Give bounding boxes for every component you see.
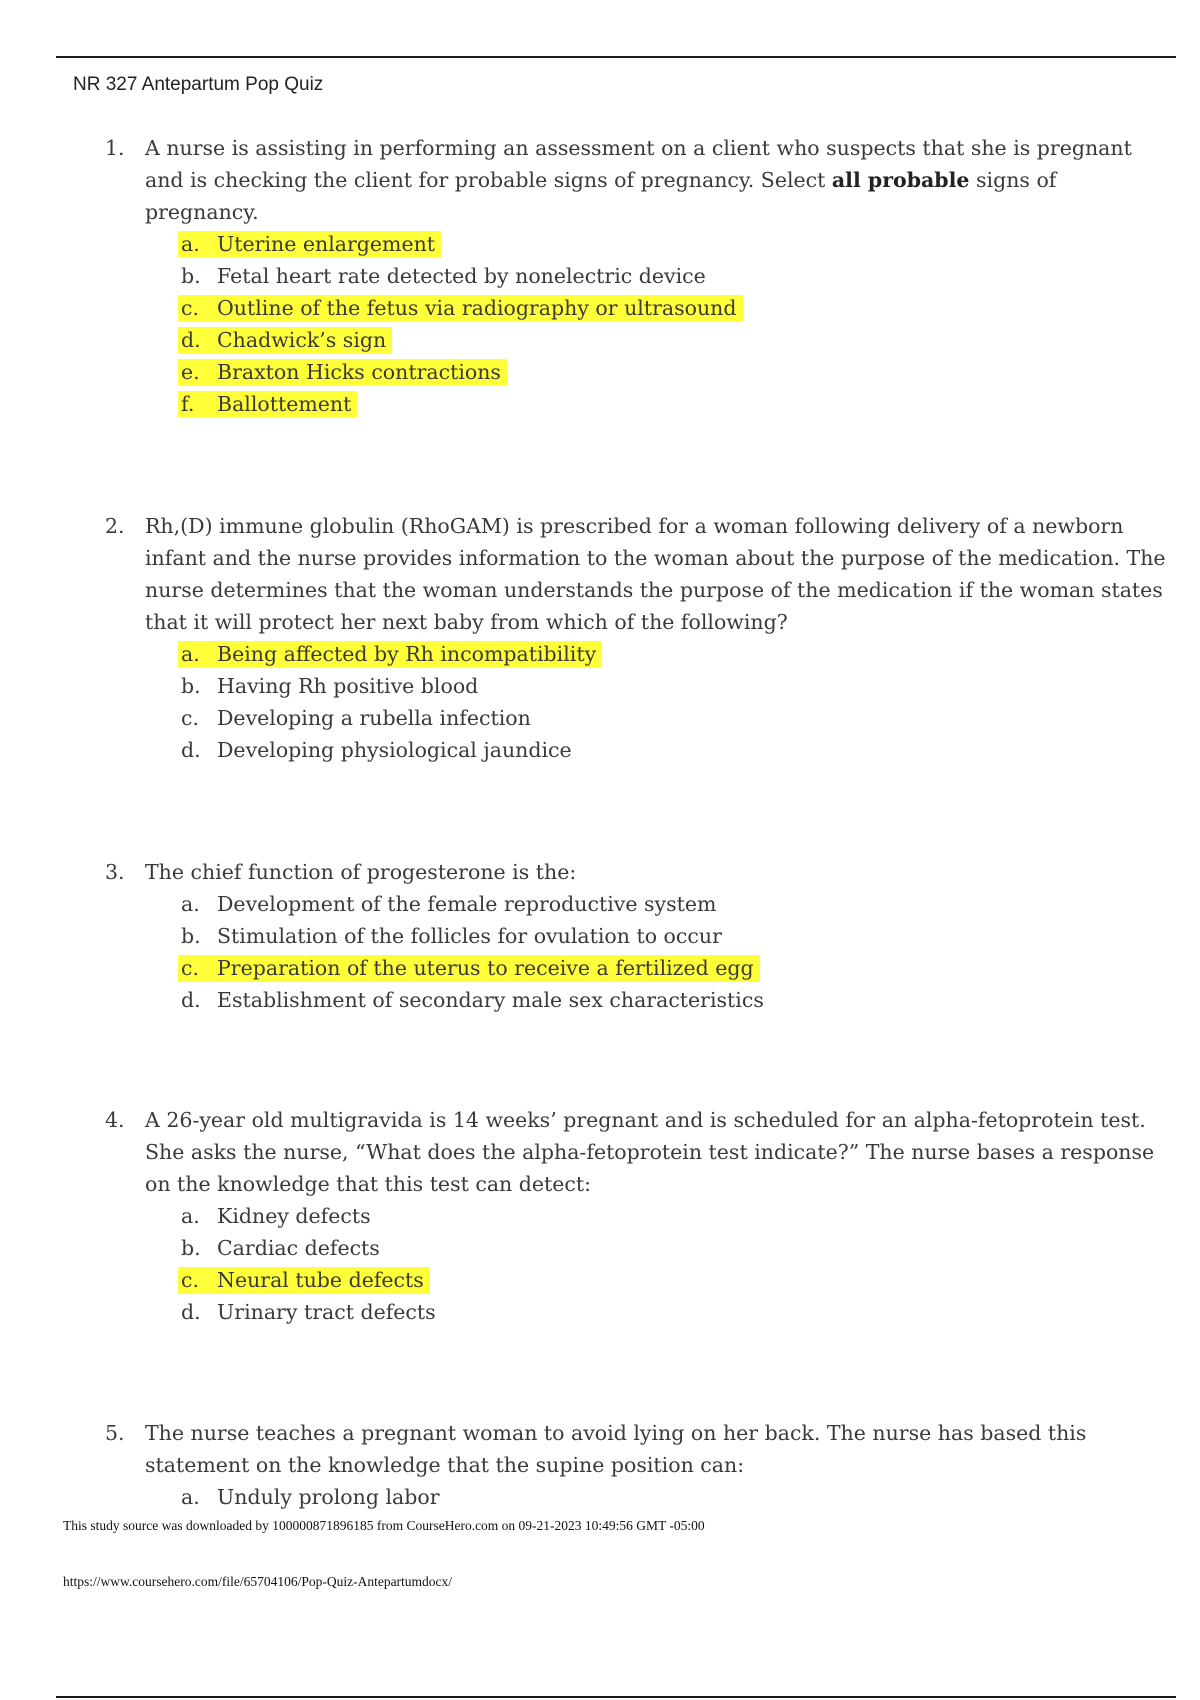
answer-option [181,920,1167,952]
answer-body [178,1235,386,1262]
emphasis-text: all probable [831,168,970,192]
answer-option [181,888,1167,920]
bottom-rule [56,1696,1176,1698]
highlighted-answer [178,295,743,322]
option-letter: d. [181,328,201,352]
option-letter: c. [181,1268,199,1292]
highlighted-answer [178,1267,430,1294]
answer-option [181,984,1167,1016]
option-text: Having Rh positive blood [217,674,479,698]
option-letter: c. [181,296,199,320]
download-note: This study source was downloaded by 100000871896185 from CourseHero.com on 09-21-2023 10:49:56 GMT -05:00 [63,1518,705,1533]
option-text: Outline of the fetus via radiography or ultrasound [217,296,737,320]
option-text: Fetal heart rate detected by nonelectric device [217,264,706,288]
question-4 [105,1104,1167,1328]
answer-body [178,891,722,918]
answer-option [181,356,1167,388]
question-number: 2. [105,514,125,538]
option-text: Neural tube defects [217,1268,424,1292]
question-5 [105,1417,1167,1513]
option-letter: a. [181,232,200,256]
question-text: The chief function of progesterone is the: [145,860,577,884]
highlighted-answer [178,955,760,982]
answer-body [178,923,728,950]
answer-body [178,263,712,290]
question-number: 3. [105,860,125,884]
answer-option [181,324,1167,356]
answer-option [181,228,1167,260]
highlighted-answer [178,391,357,418]
option-text: Establishment of secondary male sex characteristics [217,988,764,1012]
option-letter: b. [181,1236,201,1260]
answer-option [181,734,1167,766]
question-number: 4. [105,1108,125,1132]
option-letter: d. [181,738,201,762]
answer-body [178,987,770,1014]
answer-body [178,705,537,732]
option-text: Stimulation of the follicles for ovulation to occur [217,924,722,948]
option-letter: a. [181,642,200,666]
option-text: Developing a rubella infection [217,706,531,730]
document-title: NR 327 Antepartum Pop Quiz [73,74,324,95]
question-text: A nurse is assisting in performing an assessment on a client who suspects that she is pregnant and is checking the client for probable signs of pregnancy. Select all probable signs of pregnancy. [145,136,1132,224]
option-letter: b. [181,264,201,288]
option-text: Development of the female reproductive system [217,892,717,916]
option-text: Uterine enlargement [217,232,436,256]
option-letter: c. [181,956,199,980]
option-text: Ballottement [217,392,352,416]
option-letter: d. [181,1300,201,1324]
answer-option [181,292,1167,324]
answer-option [181,952,1167,984]
source-url[interactable]: https://www.coursehero.com/file/65704106/Pop-Quiz-Antepartumdocx/ [63,1574,453,1589]
answer-option [181,702,1167,734]
option-letter: b. [181,924,201,948]
question-number: 5. [105,1421,125,1445]
option-text: Unduly prolong labor [217,1485,440,1509]
option-letter: a. [181,1485,200,1509]
top-rule [56,56,1176,58]
answer-option [181,1264,1167,1296]
option-text: Cardiac defects [217,1236,380,1260]
option-letter: a. [181,892,200,916]
highlighted-answer [178,231,441,258]
answer-option [181,1200,1167,1232]
option-text: Preparation of the uterus to receive a fertilized egg [217,956,754,980]
option-letter: c. [181,706,199,730]
option-letter: f. [181,392,195,416]
answer-option [181,638,1167,670]
question-1 [105,132,1167,420]
question-3 [105,856,1167,1016]
question-text: The nurse teaches a pregnant woman to avoid lying on her back. The nurse has based this statement on the knowledge that the supine position can: [145,1421,1087,1477]
highlighted-answer [178,641,602,668]
option-text: Being affected by Rh incompatibility [217,642,597,666]
option-letter: e. [181,360,200,384]
answer-option [181,1296,1167,1328]
answer-option [181,260,1167,292]
answer-body [178,737,578,764]
answer-option [181,1232,1167,1264]
question-text: A 26-year old multigravida is 14 weeks’ pregnant and is scheduled for an alpha-fetoprotein test. She asks the nurse, “What does the alpha-fetoprotein test indicate?” The nurse bases a response on the knowledge that this test can detect: [145,1108,1155,1196]
option-letter: d. [181,988,201,1012]
options-list [105,1481,1167,1513]
answer-option [181,670,1167,702]
highlighted-answer [178,327,392,354]
answer-option [181,388,1167,420]
answer-body [178,1203,377,1230]
answer-body [178,1484,446,1511]
answer-option [181,1481,1167,1513]
options-list [105,1200,1167,1328]
question-number: 1. [105,136,125,160]
highlighted-answer [178,359,507,386]
question-2 [105,510,1167,766]
option-text: Kidney defects [217,1204,371,1228]
option-text: Chadwick’s sign [217,328,387,352]
options-list [105,228,1167,420]
option-text: Developing physiological jaundice [217,738,572,762]
option-letter: b. [181,674,201,698]
options-list [105,638,1167,766]
option-text: Braxton Hicks contractions [217,360,501,384]
question-text: Rh,(D) immune globulin (RhoGAM) is prescribed for a woman following delivery of a newborn infant and the nurse provides information to the woman about the purpose of the medication. The nurse determines that the woman understands the purpose of the medication if the woman states that it will protect her next baby from which of the following? [145,514,1166,634]
options-list [105,888,1167,1016]
answer-body [178,1299,442,1326]
answer-body [178,673,484,700]
option-letter: a. [181,1204,200,1228]
option-text: Urinary tract defects [217,1300,436,1324]
